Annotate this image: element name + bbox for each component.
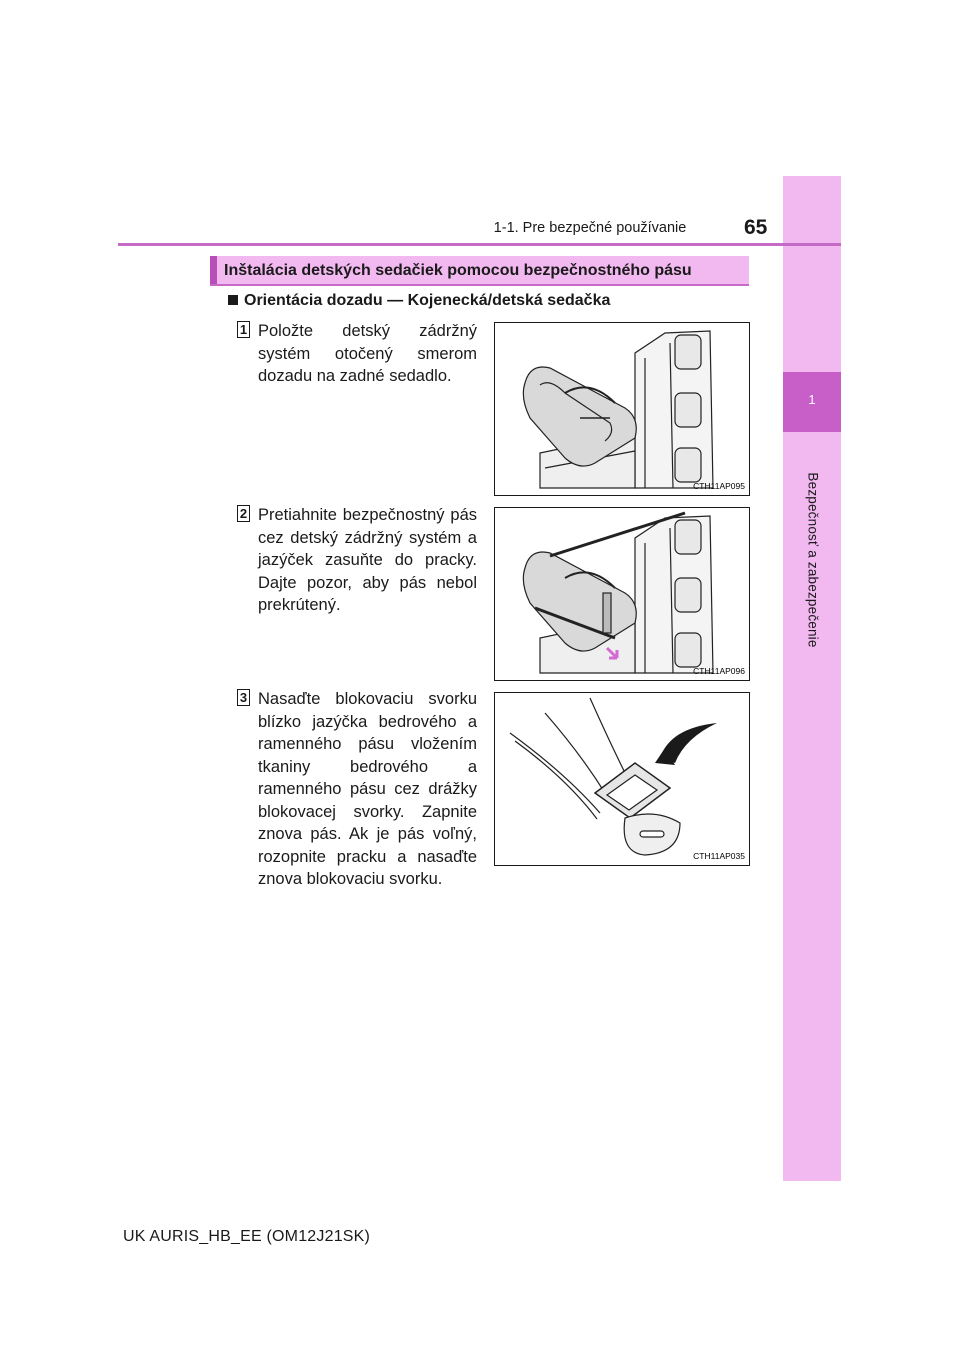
section-title: 1-1. Pre bezpečné používanie xyxy=(493,220,687,236)
banner-title: Inštalácia detských sedačiek pomocou bezpečnostného pásu xyxy=(224,262,692,279)
chapter-number: 1 xyxy=(808,392,816,407)
step-number-3: 3 xyxy=(237,689,250,706)
locking-clip-illustration xyxy=(495,693,749,865)
step-text-1: Položte detský zádržný systém otočený smerom dozadu na zadné sedadlo. xyxy=(258,322,477,385)
subheading xyxy=(228,292,610,310)
figure-code-3: CTH11AP035 xyxy=(693,851,745,861)
header-divider xyxy=(118,243,841,246)
chapter-label: Bezpečnosť a zabezpečenie xyxy=(805,472,821,648)
figure-code-2: CTH11AP096 xyxy=(693,666,745,676)
step-number-1: 1 xyxy=(237,321,250,338)
figure-locking-clip xyxy=(494,692,750,866)
step-text-3: Nasaďte blokovaciu svorku blízko jazýčka bedrového a ramenného pásu vložením tkaniny bedrového a ramenného pásu cez drážky blokovacej svorky. Zapnite znova pás. Ak je pás voľný, rozopnite pracku a nasaďte znova blokovaciu svorku. xyxy=(258,690,477,888)
page-number: 65 xyxy=(744,216,768,239)
side-tab xyxy=(783,176,841,1181)
belt-routing-illustration xyxy=(495,508,749,680)
figure-code-1: CTH11AP095 xyxy=(693,481,745,491)
figure-child-seat-placement xyxy=(494,322,750,496)
step-text-2: Pretiahnite bezpečnostný pás cez detský zádržný systém a jazýček zasuňte do pracky. Dajte pozor, aby pás nebol prekrútený. xyxy=(258,506,477,614)
banner-underline xyxy=(210,284,749,286)
step-number-2: 2 xyxy=(237,505,250,522)
square-bullet-icon xyxy=(228,295,238,305)
manual-code: UK AURIS_HB_EE (OM12J21SK) xyxy=(123,1228,371,1245)
child-seat-rear-facing-illustration xyxy=(495,323,749,495)
figure-belt-routing xyxy=(494,507,750,681)
subheading-text: Orientácia dozadu — Kojenecká/detská sedačka xyxy=(244,292,611,309)
